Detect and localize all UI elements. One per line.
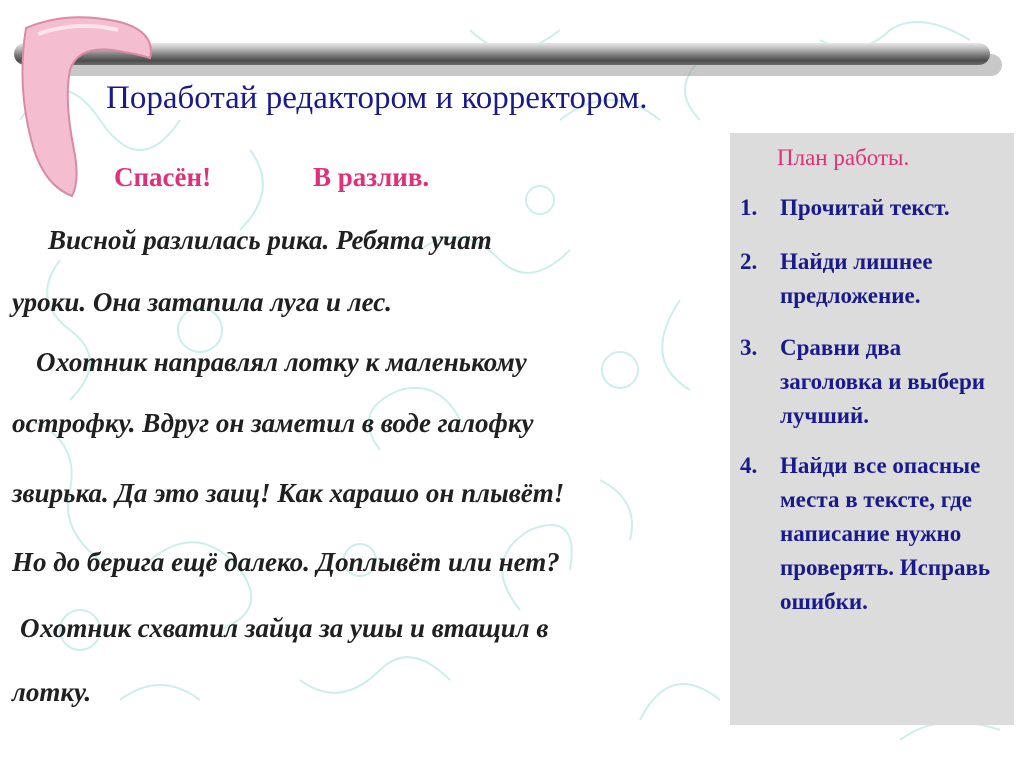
- plan-item-text: Найди лишнее предложение.: [780, 249, 933, 308]
- story-line-2: уроки. Она затапила луга и лес.: [12, 287, 392, 317]
- plan-item-number: 4.: [740, 453, 758, 478]
- heading-option-rescued: Спасён!: [114, 162, 212, 192]
- plan-item-number: 3.: [740, 335, 758, 360]
- plan-item-text: Прочитай текст.: [780, 195, 950, 220]
- slide-title: Поработай редактором и корректором.: [106, 80, 648, 116]
- story-line-6: Но до берига ещё далеко. Доплывёт или нет?: [12, 547, 560, 577]
- story-line-4: острофку. Вдруг он заметил в воде галофку: [12, 408, 534, 438]
- story-line-7: Охотник схватил зайца за ушы и втащил в: [20, 613, 549, 643]
- work-plan-panel: [730, 133, 1014, 725]
- title-bar: [14, 43, 990, 65]
- plan-item-text: Найди все опасные места в тексте, где написание нужно проверять. Исправь ошибки.: [780, 453, 991, 614]
- plan-item-text: Сравни два заголовка и выбери лучший.: [780, 335, 986, 428]
- plan-item-number: 1.: [740, 195, 758, 220]
- story-line-5: звирька. Да это заиц! Как харашо он плывёт!: [12, 478, 565, 508]
- story-line-8: лотку.: [12, 677, 92, 707]
- story-line-1: Висной разлилась рика. Ребята учат: [48, 225, 492, 255]
- work-plan-title: План работы.: [777, 145, 910, 170]
- heading-option-flood: В разлив.: [313, 162, 430, 192]
- plan-item-number: 2.: [740, 249, 758, 274]
- story-line-3: Охотник направлял лотку к маленькому: [36, 347, 527, 377]
